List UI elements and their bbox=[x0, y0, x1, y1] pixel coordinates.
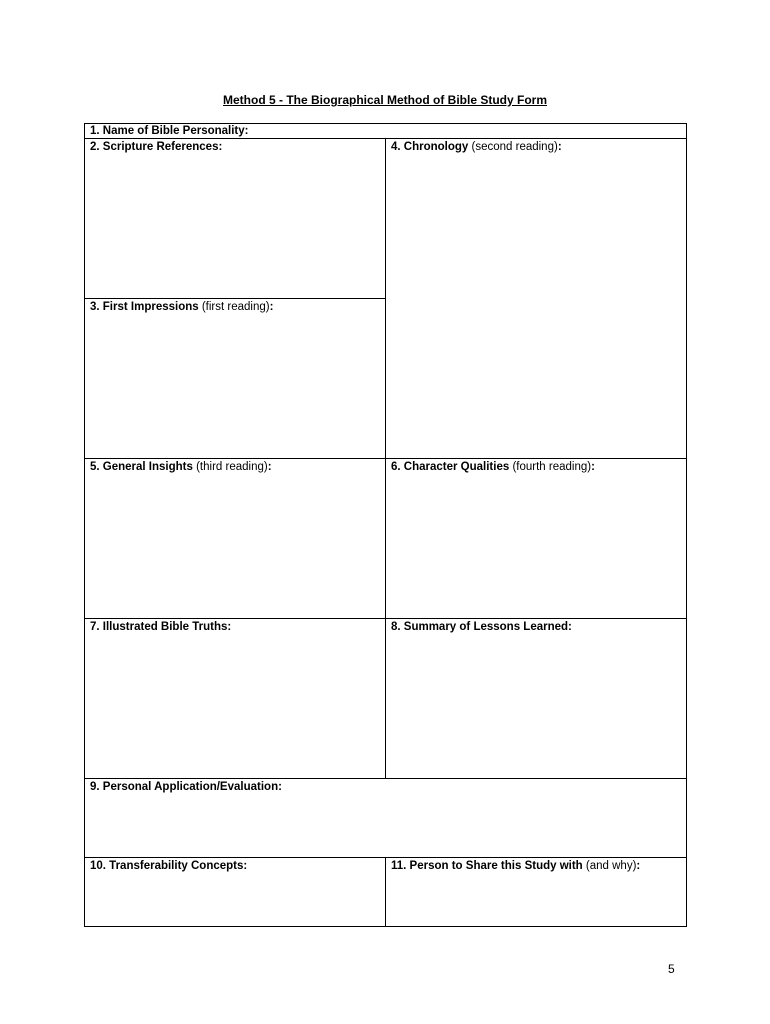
field-label: 4. Chronology bbox=[391, 141, 469, 153]
page-title: Method 5 - The Biographical Method of Bible Study Form bbox=[223, 93, 547, 107]
field-colon: : bbox=[227, 621, 232, 633]
field-note: (fourth reading) bbox=[509, 461, 592, 473]
field-label: 3. First Impressions bbox=[90, 301, 199, 313]
field-label: 7. Illustrated Bible Truths bbox=[90, 621, 228, 633]
name-of-personality-field[interactable] bbox=[85, 124, 686, 138]
field-note: (third reading) bbox=[192, 461, 268, 473]
personal-application-field[interactable] bbox=[85, 779, 686, 857]
page-number: 5 bbox=[668, 962, 675, 976]
field-colon: : bbox=[568, 621, 572, 633]
field-label: 6. Character Qualities bbox=[391, 461, 510, 473]
general-insights-field[interactable] bbox=[85, 459, 385, 618]
field-colon: : bbox=[636, 860, 641, 872]
field-label: 8. Summary of Lessons Learned bbox=[391, 621, 569, 633]
illustrated-bible-truths-field[interactable] bbox=[85, 619, 385, 778]
field-colon: : bbox=[244, 125, 249, 137]
first-impressions-field[interactable] bbox=[85, 299, 385, 458]
field-colon: : bbox=[218, 141, 223, 153]
field-colon: : bbox=[243, 860, 248, 872]
field-colon: : bbox=[591, 461, 595, 473]
field-label: 1. Name of Bible Personality bbox=[90, 125, 245, 137]
summary-of-lessons-field[interactable] bbox=[386, 619, 686, 778]
field-label: 5. General Insights bbox=[90, 461, 193, 473]
field-label: 2. Scripture References bbox=[90, 141, 219, 153]
field-label: 11. Person to Share this Study with bbox=[391, 860, 583, 872]
field-note: (first reading) bbox=[198, 301, 270, 313]
field-label: 9. Personal Application/Evaluation bbox=[90, 781, 279, 793]
chronology-field[interactable] bbox=[386, 139, 686, 458]
field-colon: : bbox=[269, 301, 274, 313]
study-form-table bbox=[84, 123, 687, 927]
character-qualities-field[interactable] bbox=[386, 459, 686, 618]
field-note: (second reading) bbox=[468, 141, 558, 153]
person-to-share-field[interactable] bbox=[386, 858, 686, 926]
field-note: (and why) bbox=[582, 860, 637, 872]
field-label: 10. Transferability Concepts bbox=[90, 860, 244, 872]
transferability-concepts-field[interactable] bbox=[85, 858, 385, 926]
scripture-references-field[interactable] bbox=[85, 139, 385, 298]
field-colon: : bbox=[267, 461, 272, 473]
field-colon: : bbox=[278, 781, 282, 793]
field-colon: : bbox=[557, 141, 562, 153]
